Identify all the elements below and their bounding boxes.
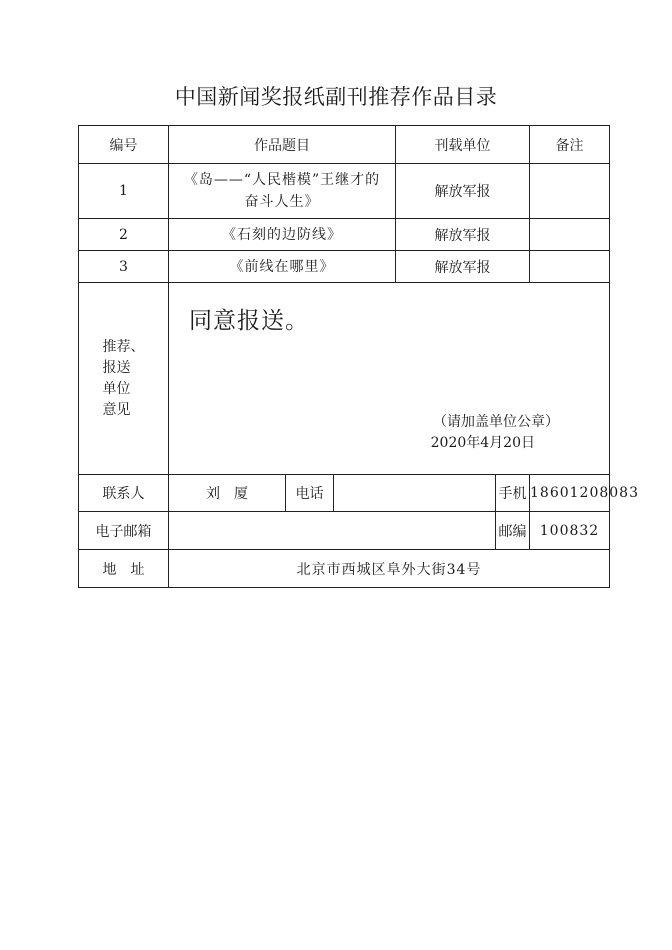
opinion-label (79, 283, 169, 475)
document-title: 中国新闻奖报纸副刊推荐作品目录 (174, 85, 498, 109)
mobile-label: 手机 (496, 475, 530, 512)
contact-value: 刘 厦 (169, 475, 286, 512)
table-header-row (79, 126, 610, 164)
item-number: 3 (79, 251, 169, 283)
opinion-label-line: 报送 (102, 359, 131, 376)
email-row (79, 512, 610, 550)
contact-row (79, 475, 610, 512)
item-title-line: 《岛——“人民楷模”王继才的 (183, 172, 381, 188)
email-label: 电子邮箱 (79, 512, 169, 550)
table-row (79, 219, 610, 251)
item-title (169, 164, 396, 219)
opinion-content (169, 283, 610, 475)
recommendation-form-table (78, 125, 639, 588)
item-publisher: 解放军报 (396, 251, 530, 283)
item-number: 2 (79, 219, 169, 251)
item-publisher: 解放军报 (396, 219, 530, 251)
email-value (169, 512, 496, 550)
opinion-row (79, 283, 610, 475)
header-publisher: 刊载单位 (396, 126, 530, 164)
header-work-title: 作品题目 (169, 126, 396, 164)
header-number: 编号 (79, 126, 169, 164)
item-title: 《石刻的边防线》 (169, 219, 396, 251)
postcode-label: 邮编 (496, 512, 530, 550)
header-remarks: 备注 (530, 126, 610, 164)
postcode-value: 100832 (530, 512, 610, 550)
item-publisher: 解放军报 (396, 164, 530, 219)
address-row (79, 550, 610, 588)
phone-label: 电话 (286, 475, 334, 512)
item-title-line: 奋斗人生》 (244, 194, 320, 210)
item-remarks (530, 164, 610, 219)
opinion-label-line: 推荐、 (102, 338, 145, 355)
item-remarks (530, 219, 610, 251)
item-number: 1 (79, 164, 169, 219)
item-title: 《前线在哪里》 (169, 251, 396, 283)
table-row (79, 164, 610, 219)
contact-label: 联系人 (79, 475, 169, 512)
mobile-value: 18601208083 (530, 475, 610, 512)
table-row (79, 251, 610, 283)
opinion-date: 2020年4月20日 (430, 435, 535, 451)
address-label: 地 址 (79, 550, 169, 588)
opinion-label-line: 意见 (102, 401, 131, 418)
opinion-label-line: 单位 (102, 380, 131, 397)
phone-value (334, 475, 496, 512)
seal-note: （请加盖单位公章） (433, 414, 559, 430)
handwritten-opinion: 同意报送。 (189, 308, 309, 334)
address-value: 北京市西城区阜外大街34号 (169, 550, 610, 588)
item-remarks (530, 251, 610, 283)
